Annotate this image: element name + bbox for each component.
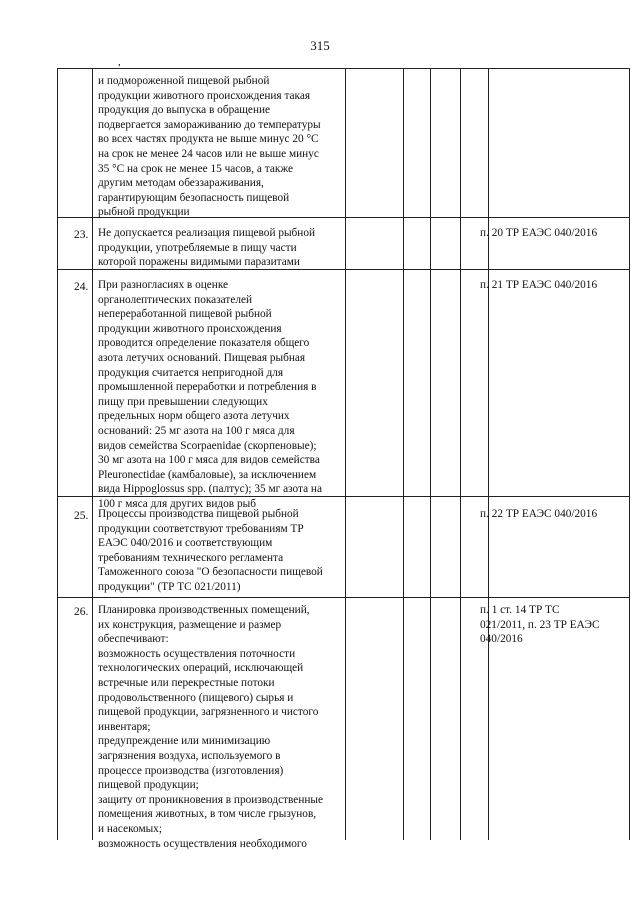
stray-mark: , bbox=[118, 56, 121, 68]
row-number: 24. bbox=[74, 281, 89, 293]
row-reference: п. 21 ТР ЕАЭС 040/2016 bbox=[480, 279, 598, 291]
page-number: 315 bbox=[310, 38, 330, 53]
row-text: Не допускается реализация пищевой рыбной продукции, употребляемые в пищу части которой поражены видимыми паразитами bbox=[98, 227, 316, 269]
column-divider bbox=[92, 69, 93, 840]
row-number: 26. bbox=[74, 606, 89, 618]
requirements-table bbox=[57, 68, 630, 850]
column-divider bbox=[460, 69, 461, 840]
row-reference: п. 1 ст. 14 ТР ТС 021/2011, п. 23 ТР ЕАЭС 040/2016 bbox=[480, 604, 600, 646]
column-divider bbox=[430, 69, 431, 840]
column-divider bbox=[488, 69, 489, 840]
row-text: Планировка производственных помещений, их конструкция, размещение и размер обеспечивают: возможность осуществления поточности технологических операций, исключающей встречные или перекрестные потоки продовольственного (пищевого) сырья и пищевой продукции, загрязненного и чистого инвентаря; предупреждение или минимизацию загрязнения воздуха, используемого в процессе производства (изготовления) пищевой продукции; защиту от проникновения в производственные помещения животных, в том числе грызунов, и насекомых; возможность осуществления необходимого bbox=[98, 604, 324, 850]
row-text: и подмороженной пищевой рыбной продукции животного происхождения такая продукция до выпуска в обращение подвергается замораживанию до температуры во всех частях продукта не выше минус 20 °С на срок не менее 24 часов или не выше минус 35 °С на срок не менее 15 часов, а также другим методам обеззараживания, гарантирующим безопасность пищевой рыбной продукции bbox=[98, 75, 321, 219]
row-number: 25. bbox=[74, 510, 89, 522]
row-divider bbox=[58, 597, 629, 598]
row-text: При разногласиях в оценке органолептических показателей непереработанной пищевой рыбной продукции животного происхождения проводится определение показателя общего азота летучих оснований. Пищевая рыбная продукция считается непригодной для промышленной переработки и потребления в пищу при превышении следующих предельных норм общего азота летучих оснований: 25 мг азота на 100 г мяса для видов семейства Scorpaenidae (скорпеновые); 30 мг азота на 100 г мяса для видов семейства Pleuronectidae (камбаловые), за исключением вида Hippoglossus spp. (палтус); 35 мг азота на 100 г мяса для других видов рыб bbox=[98, 279, 322, 510]
row-reference: п. 20 ТР ЕАЭС 040/2016 bbox=[480, 227, 598, 239]
row-text: Процессы производства пищевой рыбной продукции соответствуют требованиям ТР ЕАЭС 040/2016 и соответствующим требованиям технического регламента Таможенного союза "О безопасности пищевой продукции" (ТР ТС 021/2011) bbox=[98, 508, 323, 593]
row-reference: п. 22 ТР ЕАЭС 040/2016 bbox=[480, 508, 598, 520]
row-number: 23. bbox=[74, 229, 89, 241]
column-divider bbox=[403, 69, 404, 840]
